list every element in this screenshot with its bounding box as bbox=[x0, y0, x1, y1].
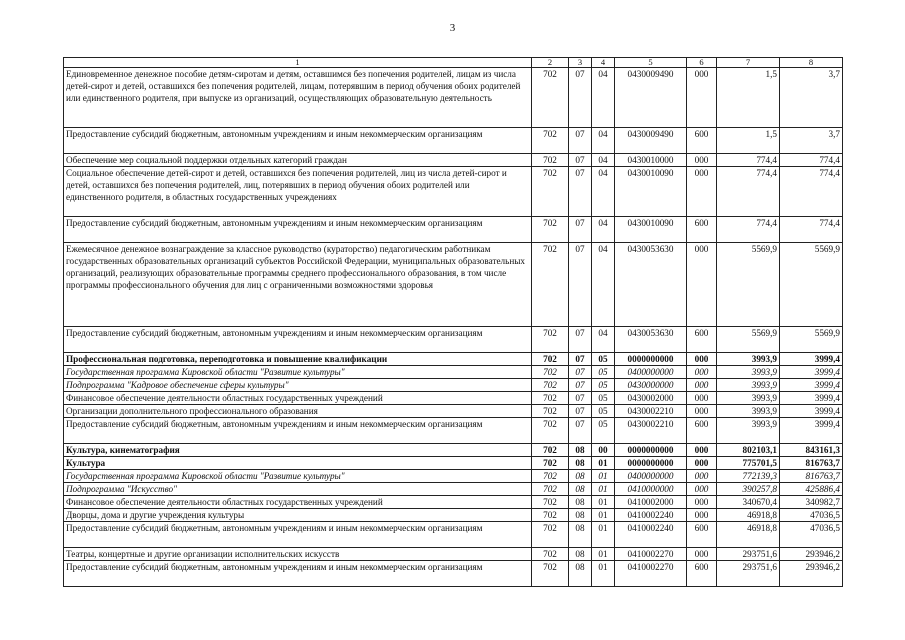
table-body bbox=[64, 68, 843, 587]
cell-amount-year2: 816763,7 bbox=[780, 470, 843, 483]
cell-amount-year2: 843161,3 bbox=[780, 444, 843, 457]
header-cell: 7 bbox=[717, 58, 780, 68]
cell-amount-year2: 340982,7 bbox=[780, 496, 843, 509]
cell-amount-year1: 774,4 bbox=[717, 154, 780, 167]
table-row bbox=[64, 522, 843, 548]
table-row bbox=[64, 457, 843, 470]
cell-name: Подпрограмма "Искусство" bbox=[64, 483, 532, 496]
cell-admin-code: 702 bbox=[532, 327, 569, 353]
cell-subsection: 04 bbox=[592, 217, 615, 243]
cell-name: Государственная программа Кировской области "Развитие культуры" bbox=[64, 366, 532, 379]
cell-name: Предоставление субсидий бюджетным, автономным учреждениям и иным некоммерческим организациям bbox=[64, 128, 532, 154]
cell-amount-year2: 47036,5 bbox=[780, 522, 843, 548]
cell-name: Социальное обеспечение детей-сирот и детей, оставшихся без попечения родителей, лиц из числа детей-сирот и детей, оставшихся без попечения родителей, лиц, потерявших в период обучения обоих родителей или единственного родителя, в областных государственных учреждениях bbox=[64, 167, 532, 217]
table-row bbox=[64, 483, 843, 496]
cell-target-article: 0000000000 bbox=[615, 457, 687, 470]
budget-table bbox=[63, 57, 843, 587]
cell-target-article: 0430009490 bbox=[615, 128, 687, 154]
cell-target-article: 0430009490 bbox=[615, 68, 687, 128]
cell-amount-year1: 774,4 bbox=[717, 167, 780, 217]
table-row bbox=[64, 561, 843, 587]
cell-name: Обеспечение мер социальной поддержки отдельных категорий граждан bbox=[64, 154, 532, 167]
cell-target-article: 0430002210 bbox=[615, 405, 687, 418]
cell-subsection: 04 bbox=[592, 327, 615, 353]
cell-name: Предоставление субсидий бюджетным, автономным учреждениям и иным некоммерческим организациям bbox=[64, 418, 532, 444]
cell-admin-code: 702 bbox=[532, 561, 569, 587]
page-number: 3 bbox=[449, 22, 456, 34]
cell-admin-code: 702 bbox=[532, 405, 569, 418]
cell-admin-code: 702 bbox=[532, 154, 569, 167]
cell-admin-code: 702 bbox=[532, 418, 569, 444]
cell-subsection: 01 bbox=[592, 522, 615, 548]
cell-amount-year1: 3993,9 bbox=[717, 418, 780, 444]
cell-name: Предоставление субсидий бюджетным, автономным учреждениям и иным некоммерческим организациям bbox=[64, 327, 532, 353]
cell-name: Государственная программа Кировской области "Развитие культуры" bbox=[64, 470, 532, 483]
cell-amount-year2: 47036,5 bbox=[780, 509, 843, 522]
cell-expense-type: 000 bbox=[687, 167, 717, 217]
cell-subsection: 00 bbox=[592, 444, 615, 457]
cell-amount-year1: 3993,9 bbox=[717, 405, 780, 418]
cell-amount-year2: 3999,4 bbox=[780, 366, 843, 379]
cell-section: 07 bbox=[569, 379, 592, 392]
cell-admin-code: 702 bbox=[532, 392, 569, 405]
cell-target-article: 0000000000 bbox=[615, 353, 687, 366]
table-row bbox=[64, 154, 843, 167]
cell-expense-type: 600 bbox=[687, 327, 717, 353]
cell-amount-year2: 774,4 bbox=[780, 217, 843, 243]
cell-section: 07 bbox=[569, 68, 592, 128]
cell-section: 08 bbox=[569, 522, 592, 548]
header-cell: 8 bbox=[780, 58, 843, 68]
cell-section: 08 bbox=[569, 496, 592, 509]
cell-subsection: 05 bbox=[592, 392, 615, 405]
cell-amount-year2: 293946,2 bbox=[780, 548, 843, 561]
cell-admin-code: 702 bbox=[532, 217, 569, 243]
cell-admin-code: 702 bbox=[532, 128, 569, 154]
cell-admin-code: 702 bbox=[532, 444, 569, 457]
table-row bbox=[64, 470, 843, 483]
cell-amount-year2: 816763,7 bbox=[780, 457, 843, 470]
cell-amount-year1: 772139,3 bbox=[717, 470, 780, 483]
cell-subsection: 04 bbox=[592, 243, 615, 327]
cell-target-article: 0410002270 bbox=[615, 561, 687, 587]
cell-expense-type: 000 bbox=[687, 470, 717, 483]
cell-expense-type: 000 bbox=[687, 457, 717, 470]
cell-subsection: 04 bbox=[592, 68, 615, 128]
cell-target-article: 0430010000 bbox=[615, 154, 687, 167]
cell-section: 08 bbox=[569, 470, 592, 483]
cell-amount-year2: 3999,4 bbox=[780, 405, 843, 418]
cell-section: 07 bbox=[569, 405, 592, 418]
header-cell: 5 bbox=[615, 58, 687, 68]
cell-name: Организации дополнительного профессионального образования bbox=[64, 405, 532, 418]
cell-subsection: 05 bbox=[592, 366, 615, 379]
cell-section: 07 bbox=[569, 243, 592, 327]
cell-target-article: 0430002210 bbox=[615, 418, 687, 444]
cell-amount-year1: 293751,6 bbox=[717, 561, 780, 587]
cell-admin-code: 702 bbox=[532, 379, 569, 392]
cell-amount-year1: 46918,8 bbox=[717, 509, 780, 522]
cell-target-article: 0430010090 bbox=[615, 167, 687, 217]
table-row bbox=[64, 366, 843, 379]
table-row bbox=[64, 418, 843, 444]
cell-target-article: 0410000000 bbox=[615, 483, 687, 496]
cell-admin-code: 702 bbox=[532, 509, 569, 522]
header-cell: 1 bbox=[64, 58, 532, 68]
cell-subsection: 05 bbox=[592, 353, 615, 366]
cell-admin-code: 702 bbox=[532, 483, 569, 496]
cell-amount-year1: 3993,9 bbox=[717, 353, 780, 366]
cell-amount-year1: 293751,6 bbox=[717, 548, 780, 561]
cell-amount-year1: 3993,9 bbox=[717, 379, 780, 392]
cell-section: 08 bbox=[569, 483, 592, 496]
cell-section: 07 bbox=[569, 366, 592, 379]
cell-admin-code: 702 bbox=[532, 496, 569, 509]
cell-admin-code: 702 bbox=[532, 457, 569, 470]
cell-name: Ежемесячное денежное вознаграждение за классное руководство (кураторство) педагогическим работникам государственных образовательных организаций субъектов Российской Федерации, муниципальных образовательных организаций, реализующих образовательные программы среднего профессионального образования, в том числе программы профессионального обучения для лиц с ограниченными возможностями здоровья bbox=[64, 243, 532, 327]
cell-target-article: 0430000000 bbox=[615, 379, 687, 392]
cell-name: Профессиональная подготовка, переподготовка и повышение квалификации bbox=[64, 353, 532, 366]
cell-amount-year2: 5569,9 bbox=[780, 243, 843, 327]
cell-section: 07 bbox=[569, 128, 592, 154]
cell-expense-type: 000 bbox=[687, 243, 717, 327]
table-row bbox=[64, 405, 843, 418]
cell-subsection: 01 bbox=[592, 483, 615, 496]
cell-subsection: 05 bbox=[592, 418, 615, 444]
cell-admin-code: 702 bbox=[532, 167, 569, 217]
cell-name: Театры, концертные и другие организации исполнительских искусств bbox=[64, 548, 532, 561]
cell-target-article: 0430002000 bbox=[615, 392, 687, 405]
cell-admin-code: 702 bbox=[532, 243, 569, 327]
cell-expense-type: 600 bbox=[687, 522, 717, 548]
table-row bbox=[64, 353, 843, 366]
cell-name: Дворцы, дома и другие учреждения культуры bbox=[64, 509, 532, 522]
cell-expense-type: 000 bbox=[687, 509, 717, 522]
cell-section: 08 bbox=[569, 444, 592, 457]
cell-name: Предоставление субсидий бюджетным, автономным учреждениям и иным некоммерческим организациям bbox=[64, 522, 532, 548]
cell-subsection: 05 bbox=[592, 405, 615, 418]
cell-amount-year2: 3,7 bbox=[780, 68, 843, 128]
cell-amount-year1: 46918,8 bbox=[717, 522, 780, 548]
cell-target-article: 0410002000 bbox=[615, 496, 687, 509]
cell-name: Подпрограмма "Кадровое обеспечение сферы культуры" bbox=[64, 379, 532, 392]
cell-target-article: 0430053630 bbox=[615, 327, 687, 353]
cell-expense-type: 000 bbox=[687, 483, 717, 496]
cell-amount-year2: 425886,4 bbox=[780, 483, 843, 496]
cell-target-article: 0430053630 bbox=[615, 243, 687, 327]
cell-section: 07 bbox=[569, 353, 592, 366]
cell-subsection: 01 bbox=[592, 496, 615, 509]
header-cell: 4 bbox=[592, 58, 615, 68]
cell-admin-code: 702 bbox=[532, 366, 569, 379]
cell-name: Культура bbox=[64, 457, 532, 470]
cell-target-article: 0410002240 bbox=[615, 509, 687, 522]
cell-admin-code: 702 bbox=[532, 353, 569, 366]
cell-admin-code: 702 bbox=[532, 68, 569, 128]
cell-subsection: 04 bbox=[592, 128, 615, 154]
cell-name: Единовременное денежное пособие детям-сиротам и детям, оставшимся без попечения родителей, лицам из числа детей-сирот и детей, оставшихся без попечения родителей, лицам, потерявшим в период обучения обоих родителей или единственного родителя, при выпуске из организаций, осуществляющих образовательную деятельность bbox=[64, 68, 532, 128]
cell-subsection: 01 bbox=[592, 457, 615, 470]
cell-expense-type: 000 bbox=[687, 496, 717, 509]
table-row bbox=[64, 167, 843, 217]
cell-section: 07 bbox=[569, 418, 592, 444]
cell-amount-year1: 802103,1 bbox=[717, 444, 780, 457]
cell-amount-year2: 3999,4 bbox=[780, 392, 843, 405]
table-row bbox=[64, 128, 843, 154]
table-row bbox=[64, 243, 843, 327]
cell-expense-type: 000 bbox=[687, 154, 717, 167]
cell-target-article: 0410002240 bbox=[615, 522, 687, 548]
cell-expense-type: 000 bbox=[687, 405, 717, 418]
table-row bbox=[64, 444, 843, 457]
cell-amount-year1: 3993,9 bbox=[717, 366, 780, 379]
cell-target-article: 0400000000 bbox=[615, 470, 687, 483]
cell-amount-year2: 5569,9 bbox=[780, 327, 843, 353]
cell-target-article: 0000000000 bbox=[615, 444, 687, 457]
cell-expense-type: 000 bbox=[687, 68, 717, 128]
cell-expense-type: 600 bbox=[687, 128, 717, 154]
header-cell: 3 bbox=[569, 58, 592, 68]
cell-admin-code: 702 bbox=[532, 470, 569, 483]
table-row bbox=[64, 496, 843, 509]
cell-section: 07 bbox=[569, 327, 592, 353]
cell-section: 07 bbox=[569, 167, 592, 217]
cell-name: Предоставление субсидий бюджетным, автономным учреждениям и иным некоммерческим организациям bbox=[64, 217, 532, 243]
cell-expense-type: 000 bbox=[687, 444, 717, 457]
cell-section: 07 bbox=[569, 217, 592, 243]
cell-expense-type: 600 bbox=[687, 418, 717, 444]
cell-section: 08 bbox=[569, 561, 592, 587]
cell-amount-year2: 774,4 bbox=[780, 167, 843, 217]
cell-section: 08 bbox=[569, 457, 592, 470]
cell-amount-year2: 293946,2 bbox=[780, 561, 843, 587]
table-row bbox=[64, 509, 843, 522]
cell-amount-year1: 774,4 bbox=[717, 217, 780, 243]
cell-expense-type: 600 bbox=[687, 561, 717, 587]
cell-amount-year1: 3993,9 bbox=[717, 392, 780, 405]
cell-section: 08 bbox=[569, 548, 592, 561]
cell-subsection: 01 bbox=[592, 470, 615, 483]
table-row bbox=[64, 68, 843, 128]
table-row bbox=[64, 327, 843, 353]
cell-amount-year2: 3999,4 bbox=[780, 353, 843, 366]
cell-name: Культура, кинематография bbox=[64, 444, 532, 457]
header-cell: 6 bbox=[687, 58, 717, 68]
table-header-row bbox=[64, 58, 843, 68]
cell-subsection: 04 bbox=[592, 154, 615, 167]
cell-expense-type: 600 bbox=[687, 217, 717, 243]
cell-name: Финансовое обеспечение деятельности областных государственных учреждений bbox=[64, 392, 532, 405]
cell-subsection: 01 bbox=[592, 548, 615, 561]
table-row bbox=[64, 392, 843, 405]
cell-name: Финансовое обеспечение деятельности областных государственных учреждений bbox=[64, 496, 532, 509]
header-cell: 2 bbox=[532, 58, 569, 68]
cell-expense-type: 000 bbox=[687, 366, 717, 379]
cell-target-article: 0430010090 bbox=[615, 217, 687, 243]
cell-section: 08 bbox=[569, 509, 592, 522]
cell-amount-year1: 5569,9 bbox=[717, 327, 780, 353]
table-row bbox=[64, 548, 843, 561]
cell-section: 07 bbox=[569, 392, 592, 405]
cell-amount-year1: 390257,8 bbox=[717, 483, 780, 496]
table-row bbox=[64, 379, 843, 392]
cell-amount-year2: 3,7 bbox=[780, 128, 843, 154]
table-row bbox=[64, 217, 843, 243]
cell-amount-year2: 774,4 bbox=[780, 154, 843, 167]
cell-subsection: 04 bbox=[592, 167, 615, 217]
cell-amount-year1: 5569,9 bbox=[717, 243, 780, 327]
cell-subsection: 01 bbox=[592, 561, 615, 587]
cell-amount-year2: 3999,4 bbox=[780, 379, 843, 392]
cell-target-article: 0410002270 bbox=[615, 548, 687, 561]
cell-section: 07 bbox=[569, 154, 592, 167]
cell-amount-year1: 1,5 bbox=[717, 128, 780, 154]
cell-target-article: 0400000000 bbox=[615, 366, 687, 379]
cell-expense-type: 000 bbox=[687, 353, 717, 366]
cell-expense-type: 000 bbox=[687, 392, 717, 405]
cell-name: Предоставление субсидий бюджетным, автономным учреждениям и иным некоммерческим организациям bbox=[64, 561, 532, 587]
cell-expense-type: 000 bbox=[687, 548, 717, 561]
cell-admin-code: 702 bbox=[532, 522, 569, 548]
cell-subsection: 05 bbox=[592, 379, 615, 392]
cell-admin-code: 702 bbox=[532, 548, 569, 561]
cell-amount-year1: 775701,5 bbox=[717, 457, 780, 470]
cell-expense-type: 000 bbox=[687, 379, 717, 392]
cell-amount-year1: 340670,4 bbox=[717, 496, 780, 509]
cell-amount-year2: 3999,4 bbox=[780, 418, 843, 444]
cell-amount-year1: 1,5 bbox=[717, 68, 780, 128]
cell-subsection: 01 bbox=[592, 509, 615, 522]
